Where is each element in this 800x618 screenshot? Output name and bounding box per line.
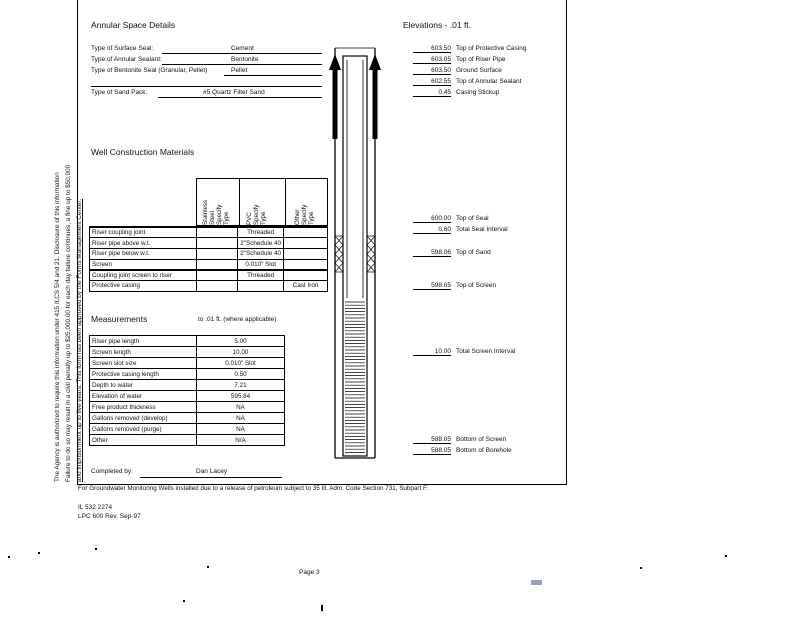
measurement-label: Riser pipe length bbox=[90, 336, 197, 347]
measurement-label: Gallons removed (develop) bbox=[90, 413, 197, 424]
elevation-value: 0.45 bbox=[413, 89, 451, 97]
legal-notice bbox=[52, 165, 85, 482]
scan-speck bbox=[207, 566, 209, 568]
construction-header bbox=[196, 178, 328, 226]
elevation-label: Total Seal Interval bbox=[456, 226, 508, 233]
scan-speck bbox=[183, 600, 185, 602]
elevation-label: Top of Screen bbox=[456, 282, 497, 289]
measurement-value: 5.00 bbox=[197, 336, 285, 347]
elevation-label: Total Screen Interval bbox=[456, 348, 516, 355]
construction-cell: Cast Iron bbox=[284, 280, 328, 291]
elevation-value: 588.05 bbox=[413, 436, 451, 444]
elevation-value: 598.06 bbox=[413, 249, 451, 257]
elevation-value: 603.50 bbox=[413, 45, 451, 53]
construction-rows bbox=[89, 226, 328, 292]
construction-cell: 0.010" Slot bbox=[238, 259, 284, 270]
elevation-label: Top of Annular Sealant bbox=[456, 78, 522, 85]
measurement-row bbox=[90, 402, 285, 413]
bentonite-seal bbox=[335, 236, 375, 272]
construction-row bbox=[90, 238, 328, 249]
ground-surface-arrows bbox=[329, 54, 381, 139]
measurement-row bbox=[90, 336, 285, 347]
protective-casing bbox=[335, 48, 375, 458]
construction-cell: Threaded bbox=[238, 227, 284, 238]
construction-label: Riser pipe below w.t. bbox=[90, 248, 197, 259]
construction-column-header: Other Specify Type bbox=[294, 204, 315, 225]
measurement-label: Depth to water bbox=[90, 380, 197, 391]
construction-row bbox=[90, 280, 328, 291]
header-divider bbox=[285, 179, 286, 227]
elevation-label: Top of Riser Pipe bbox=[456, 56, 506, 63]
construction-cell bbox=[196, 280, 237, 291]
construction-row bbox=[90, 248, 328, 259]
construction-row bbox=[90, 259, 328, 270]
measurement-value: NA bbox=[197, 402, 285, 413]
legal-notice-line-3: and imprisonment up to five years. This form has been approved by the Forms Management Center. bbox=[76, 199, 83, 482]
measurement-value: 10.00 bbox=[197, 347, 285, 358]
annular-underline bbox=[224, 75, 322, 76]
form-id-line-2: LPC 600 Rev. Sep-97 bbox=[78, 513, 141, 520]
annular-value: Bentonite bbox=[231, 56, 259, 63]
scan-speck bbox=[95, 548, 97, 550]
construction-cell bbox=[196, 248, 237, 259]
measurement-label: Screen length bbox=[90, 347, 197, 358]
measurement-row bbox=[90, 347, 285, 358]
construction-row bbox=[90, 270, 328, 281]
construction-title: Well Construction Materials bbox=[91, 147, 195, 157]
elevation-value: 600.00 bbox=[413, 215, 451, 223]
measurement-value: 0.010" Slot bbox=[197, 358, 285, 369]
elevation-label: Top of Sand bbox=[456, 249, 491, 256]
measurement-value: N/A bbox=[197, 435, 285, 446]
elevation-value: 0.60 bbox=[413, 226, 451, 234]
construction-cell bbox=[284, 270, 328, 281]
measurements-rows bbox=[89, 335, 285, 446]
annular-label: Type of Bentonite Seal (Granular, Pellet) bbox=[91, 67, 208, 74]
annular-title: Annular Space Details bbox=[91, 20, 176, 30]
annular-value: Pellet bbox=[231, 67, 248, 74]
construction-label: Protective casing bbox=[90, 280, 197, 291]
measurement-label: Elevation of water bbox=[90, 391, 197, 402]
measurement-row bbox=[90, 424, 285, 435]
annular-value: Cement bbox=[231, 45, 254, 52]
page-number: Page 3 bbox=[299, 569, 320, 576]
riser-pipe bbox=[343, 56, 367, 456]
construction-cell bbox=[284, 227, 328, 238]
legal-notice-line-1: The Agency is authorized to require this information under 415 ILCS 5/4 and 21. Disclosure of this information bbox=[54, 172, 61, 482]
legal-notice-line-2: Failure to do so may result in a civil penalty up to $25,000.00 for each day failure continues, a fine up to $50,000 bbox=[65, 164, 72, 482]
elevation-label: Casing Stickup bbox=[456, 89, 500, 96]
scan-artifact bbox=[531, 580, 542, 585]
measurement-label: Other bbox=[90, 435, 197, 446]
elevation-value: 598.05 bbox=[413, 282, 451, 290]
measurement-value: 7.21 bbox=[197, 380, 285, 391]
construction-cell bbox=[284, 238, 328, 249]
elevation-value: 603.50 bbox=[413, 67, 451, 75]
elevation-value: 602.55 bbox=[413, 78, 451, 86]
annular-label: Type of Sand Pack: bbox=[91, 89, 148, 96]
construction-label: Riser coupling joint bbox=[90, 227, 197, 238]
elevation-label: Ground Surface bbox=[456, 67, 502, 74]
elevation-value: 588.05 bbox=[413, 447, 451, 455]
measurements-title: Measurements bbox=[91, 314, 148, 324]
elevation-label: Top of Seal bbox=[456, 215, 489, 222]
measurement-row bbox=[90, 413, 285, 424]
header-divider bbox=[239, 179, 240, 227]
completed-by-value: Dan Lacey bbox=[196, 468, 228, 475]
construction-label: Riser pipe above w.t. bbox=[90, 238, 197, 249]
construction-cell bbox=[196, 270, 237, 281]
construction-cell bbox=[196, 238, 237, 249]
measurement-value: NA bbox=[197, 424, 285, 435]
construction-row bbox=[90, 227, 328, 238]
well-screen bbox=[345, 302, 365, 452]
measurement-label: Gallons removed (purge) bbox=[90, 424, 197, 435]
elevation-label: Top of Protective Casing bbox=[456, 45, 527, 52]
construction-cell bbox=[284, 248, 328, 259]
annular-underline bbox=[162, 53, 322, 54]
construction-column-header: Stainless Steel Specify Type bbox=[202, 199, 230, 225]
construction-cell bbox=[196, 259, 237, 270]
construction-column-header: PVC Specify Type bbox=[246, 204, 267, 225]
measurement-value: 0.50 bbox=[197, 369, 285, 380]
well-diagram bbox=[325, 40, 405, 470]
measurement-label: Protective casing length bbox=[90, 369, 197, 380]
measurement-value: NA bbox=[197, 413, 285, 424]
annular-label: Type of Annular Sealant: bbox=[91, 56, 162, 63]
annular-value: #5 Quartz Filter Sand bbox=[203, 89, 265, 96]
scan-speck bbox=[8, 556, 10, 558]
scan-speck bbox=[321, 605, 323, 611]
measurement-row bbox=[90, 380, 285, 391]
elevations-title: Elevations - .01 ft. bbox=[403, 20, 472, 30]
construction-cell: 2"Schedule 40 bbox=[238, 238, 284, 249]
construction-cell bbox=[238, 280, 284, 291]
annular-label: Type of Surface Seal: bbox=[91, 45, 154, 52]
footnote: For Groundwater Monitoring Wells installed due to a release of petroleum subject to 35 Ill. Adm. Code Section 731, Subpart F. bbox=[78, 485, 428, 492]
construction-label: Screen bbox=[90, 259, 197, 270]
measurement-row bbox=[90, 435, 285, 446]
measurement-value: 595.84 bbox=[197, 391, 285, 402]
annular-underline bbox=[162, 64, 322, 65]
elevation-label: Bottom of Borehole bbox=[456, 447, 512, 454]
completed-by-label: Completed by: bbox=[91, 468, 133, 475]
measurement-row bbox=[90, 369, 285, 380]
elevation-label: Bottom of Screen bbox=[456, 436, 507, 443]
measurement-label: Screen slot size bbox=[90, 358, 197, 369]
construction-cell: Threaded bbox=[238, 270, 284, 281]
construction-cell bbox=[196, 227, 237, 238]
annular-blank-line bbox=[91, 86, 322, 87]
scan-speck bbox=[725, 555, 727, 557]
construction-cell bbox=[284, 259, 328, 270]
measurement-row bbox=[90, 358, 285, 369]
form-id-line-1: IL 532 2274 bbox=[78, 504, 113, 511]
scan-speck bbox=[38, 552, 40, 554]
elevation-value: 603.05 bbox=[413, 56, 451, 64]
measurements-note: to .01 ft. (where applicable) bbox=[198, 316, 277, 323]
completed-by-line bbox=[140, 477, 282, 478]
measurement-label: Free product thickness bbox=[90, 402, 197, 413]
construction-label: Coupling joint screen to riser bbox=[90, 270, 197, 281]
elevation-value: 10.00 bbox=[413, 348, 451, 356]
scan-speck bbox=[640, 567, 642, 569]
measurement-row bbox=[90, 391, 285, 402]
annular-underline bbox=[158, 97, 322, 98]
construction-cell: 2"Schedule 40 bbox=[238, 248, 284, 259]
